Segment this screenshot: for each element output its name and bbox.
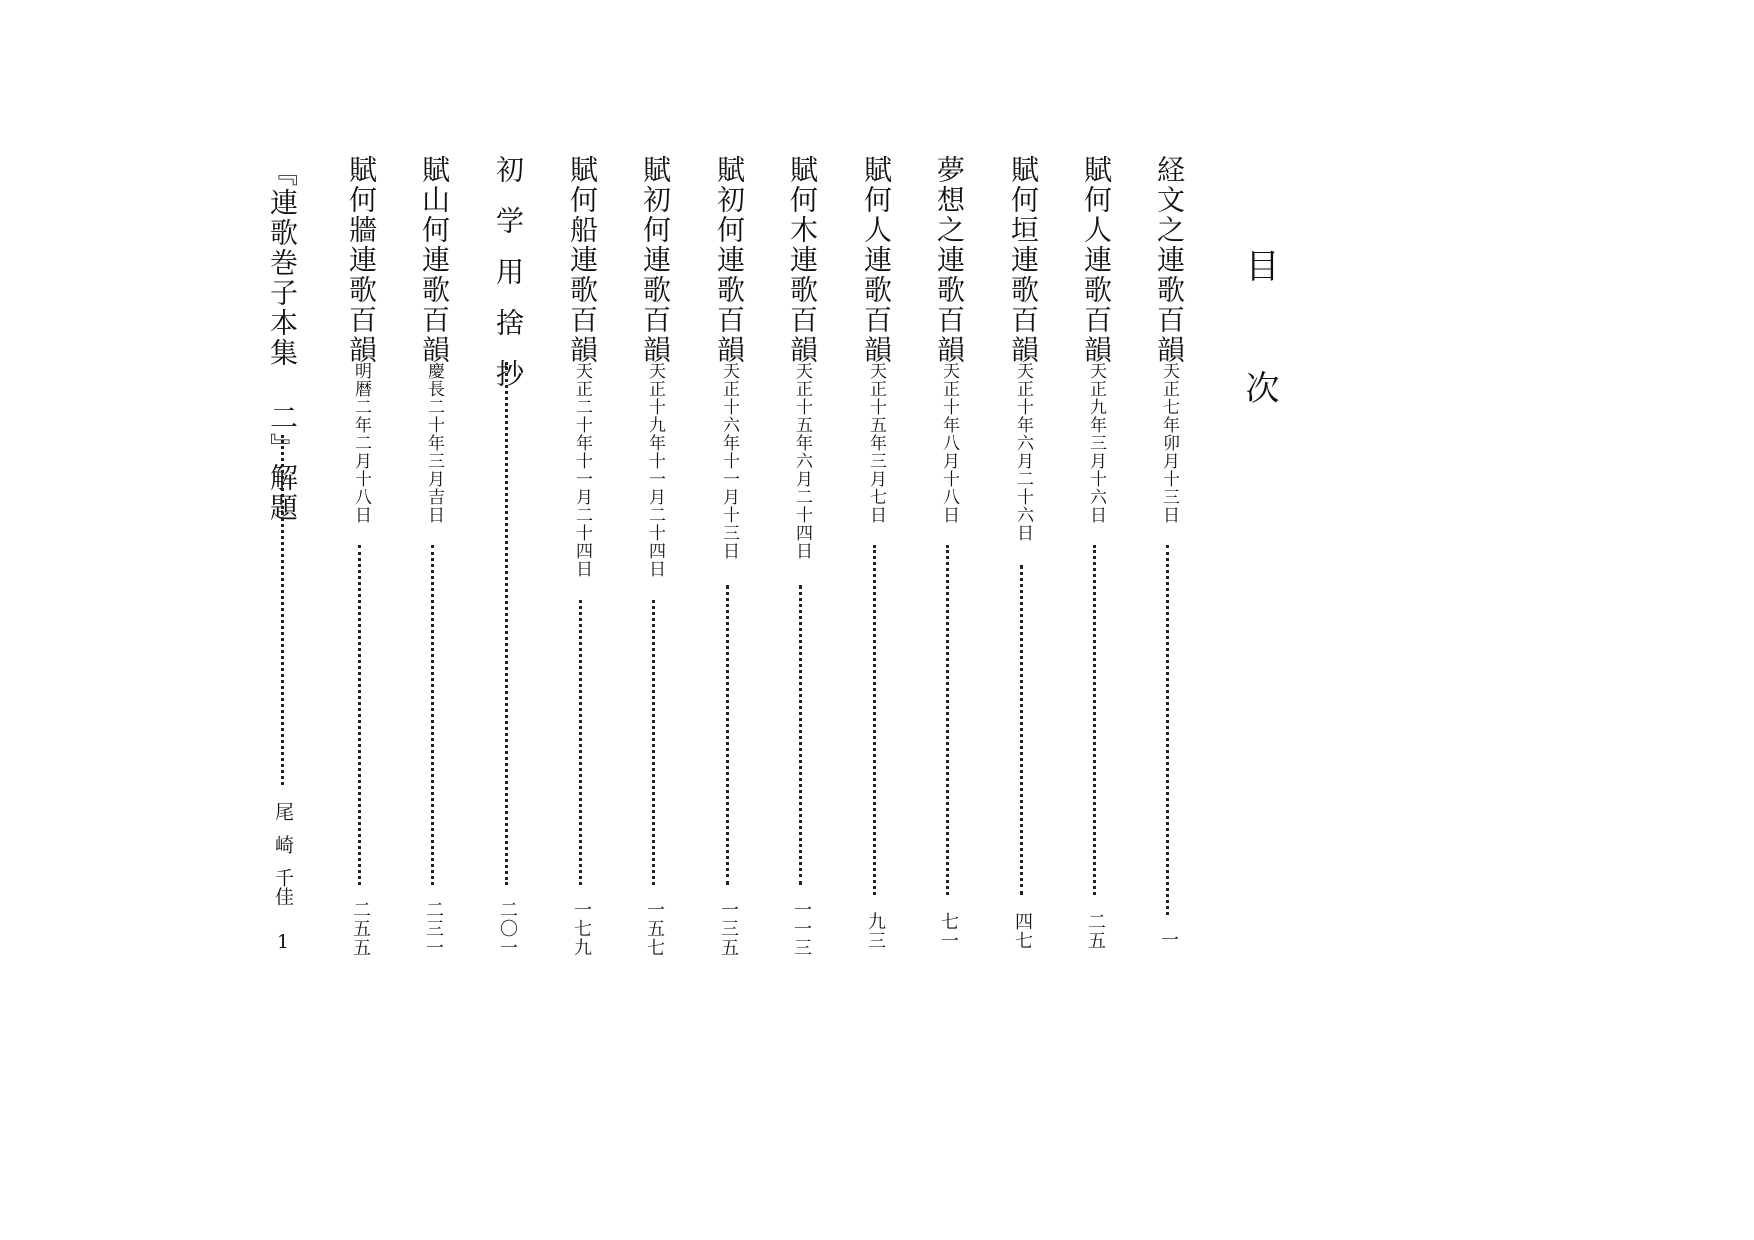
entry-page: 一七九: [571, 900, 592, 957]
entry-page: 二五五: [350, 900, 371, 957]
entry-page: 一一三: [791, 900, 812, 957]
leader-dots: [799, 585, 802, 885]
author-name: [273, 802, 292, 906]
entry-title: 賦初何連歌百韻: [713, 155, 746, 365]
entry-date: 天正十年八月十八日: [939, 362, 959, 524]
entry-page: 二三一: [423, 900, 444, 957]
entry-page: 四七: [1012, 912, 1033, 950]
entry-title: 賦山何連歌百韻: [418, 155, 451, 365]
entry-date: 天正十六年十一月十三日: [719, 362, 739, 560]
entry-date: 天正七年卯月十三日: [1159, 362, 1179, 524]
leader-dots: [505, 362, 508, 885]
entry-date: 天正二十年十一月二十四日: [572, 362, 592, 578]
entry-title: 賦初何連歌百韻: [639, 155, 672, 365]
entry-page: 九三: [865, 912, 886, 950]
leader-dots: [281, 435, 284, 785]
commentary-title: 『連歌巻子本集 二』解題: [266, 158, 299, 523]
page-title: 目次: [1239, 248, 1279, 492]
entry-title: 経文之連歌百韻: [1153, 155, 1186, 365]
entry-date: 天正十年六月二十六日: [1013, 362, 1033, 542]
author-surname: 尾崎: [272, 802, 294, 868]
leader-dots: [652, 600, 655, 885]
leader-dots: [873, 545, 876, 895]
commentary-page: 1: [277, 931, 290, 953]
entry-date: 慶長二十年三月吉日: [424, 362, 444, 524]
leader-dots: [358, 545, 361, 885]
entry-date: 天正十九年十一月二十四日: [645, 362, 665, 578]
entry-title: 夢想之連歌百韻: [933, 155, 966, 365]
leader-dots: [946, 545, 949, 895]
entry-page: 七一: [938, 912, 959, 950]
leader-dots: [726, 585, 729, 885]
entry-page: 一: [1158, 930, 1179, 949]
author-given-name: 千佳: [272, 868, 294, 906]
entry-date: 明暦二年二月十八日: [351, 362, 371, 524]
entry-page: 一五七: [644, 900, 665, 957]
entry-title: 賦何牆連歌百韻: [345, 155, 378, 365]
entry-title: 賦何木連歌百韻: [786, 155, 819, 365]
entry-page: 二〇一: [497, 900, 518, 957]
leader-dots: [431, 545, 434, 885]
leader-dots: [1020, 565, 1023, 895]
leader-dots: [1093, 545, 1096, 895]
entry-page: 二五: [1085, 912, 1106, 950]
entry-date: 天正十五年三月七日: [866, 362, 886, 524]
entry-title: 賦何垣連歌百韻: [1007, 155, 1040, 365]
leader-dots: [579, 600, 582, 885]
entry-date: 天正十五年六月二十四日: [792, 362, 812, 560]
entry-title: 賦何人連歌百韻: [1080, 155, 1113, 365]
entry-title: 賦何船連歌百韻: [566, 155, 599, 365]
entry-title: 初学用捨抄: [492, 155, 525, 410]
entry-date: 天正九年三月十六日: [1086, 362, 1106, 524]
leader-dots: [1166, 545, 1169, 915]
entry-page: 一三五: [718, 900, 739, 957]
entry-title: 賦何人連歌百韻: [860, 155, 893, 365]
